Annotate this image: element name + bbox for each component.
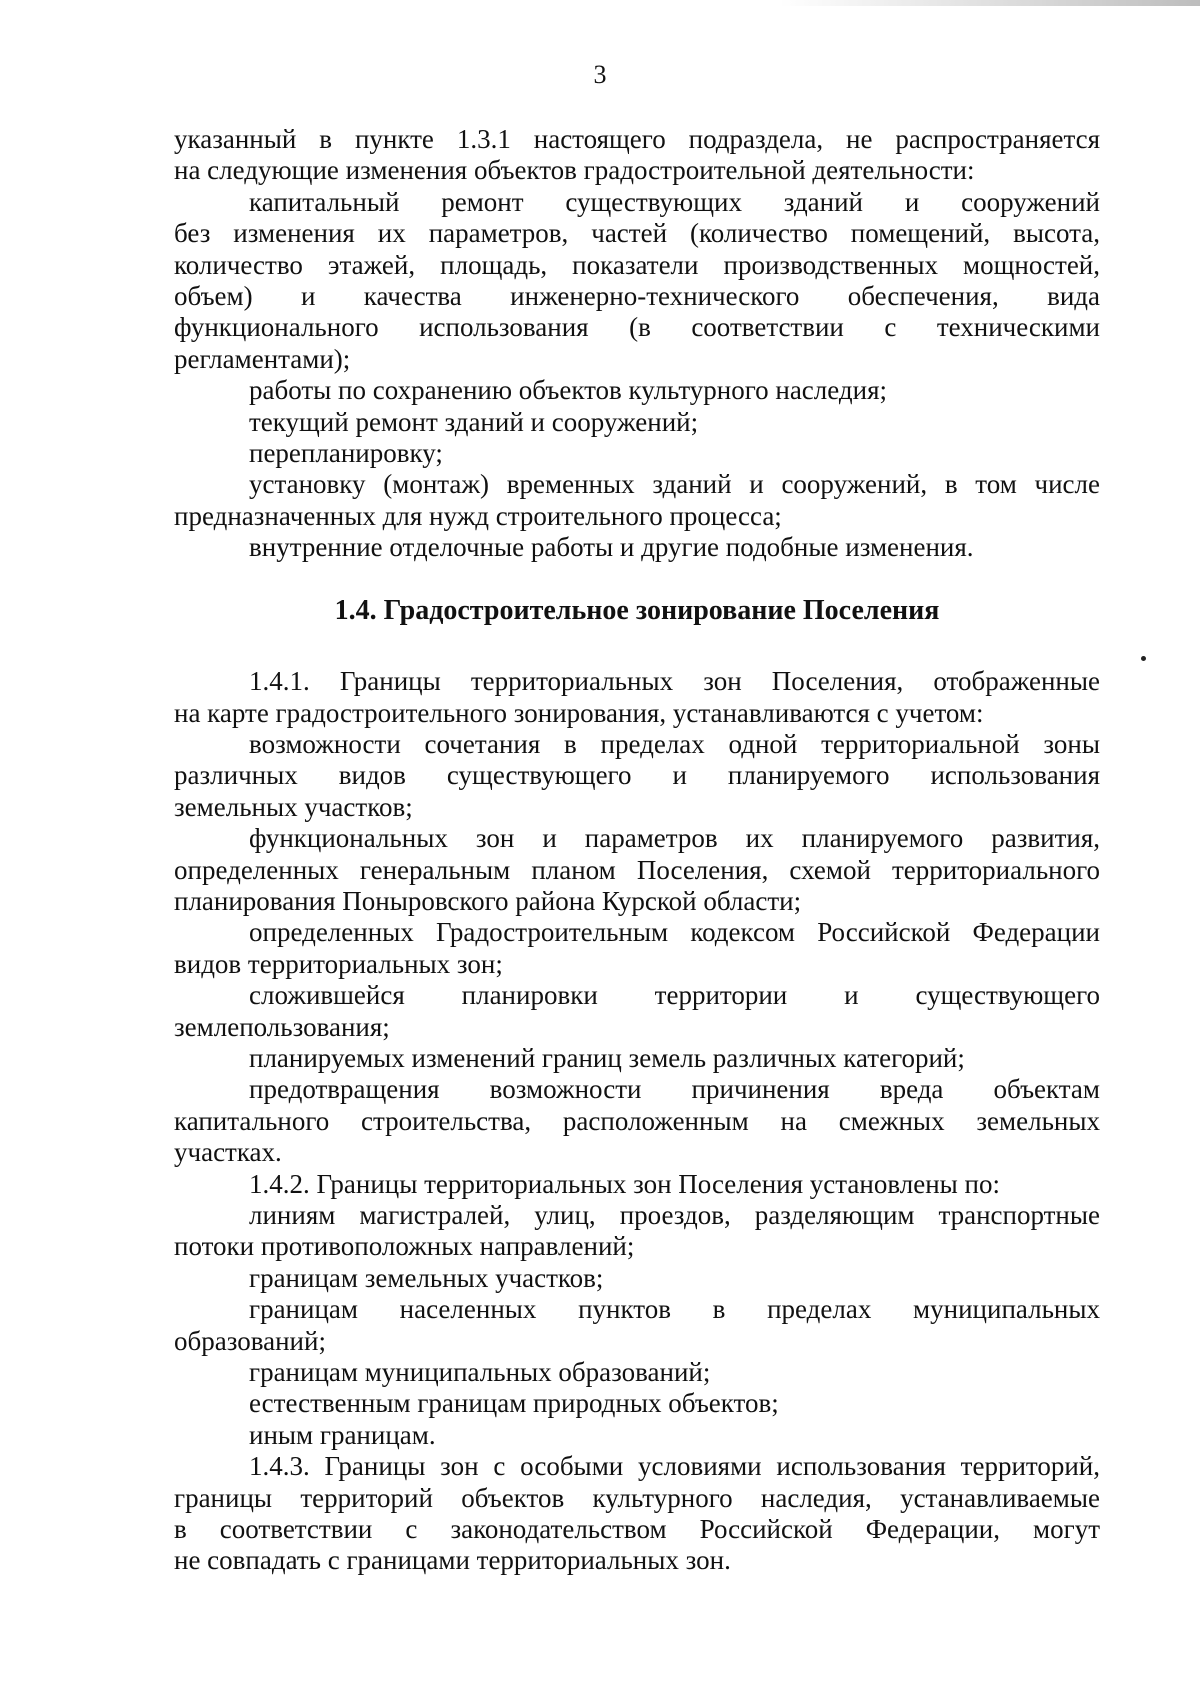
scan-edge-artifact [780,0,1200,6]
document-body [174,124,1100,1577]
text-line: объем) и качества инженерно-технического обеспечения, вида [174,281,1100,312]
list-item: линиям магистралей, улиц, проездов, разделяющим транспортные [249,1200,1100,1230]
text-line: потоки противоположных направлений; [174,1231,635,1262]
list-item: определенных Градостроительным кодексом Российской Федерации [249,917,1100,948]
section-heading: 1.4. Градостроительное зонирование Поселения [334,594,940,626]
scan-speck [1141,656,1146,661]
page-number: 3 [593,60,607,89]
list-item: границам муниципальных образований; [249,1357,711,1388]
text-line: указанный в пункте 1.3.1 настоящего подраздела, не распространяется [174,124,1100,154]
text-line: участках. [174,1137,282,1168]
text-line: видов территориальных зон; [174,948,503,979]
text-line: планирования Поныровского района Курской области; [174,885,802,916]
list-item: возможности сочетания в пределах одной территориальной зоны [249,728,1100,759]
list-item: работы по сохранению объектов культурного наследия; [249,375,887,406]
list-item: капитальный ремонт существующих зданий и сооружений [249,186,1100,217]
text-line: определенных генеральным планом Поселения, схемой территориального [174,854,1100,885]
list-item: перепланировку; [249,438,443,469]
text-line: капитального строительства, расположенным на смежных земельных [174,1105,1100,1136]
paragraph-start: 1.4.1. Границы территориальных зон Поселения, отображенные [249,666,1100,697]
list-item: внутренние отделочные работы и другие подобные изменения. [249,532,974,563]
text-line: границы территорий объектов культурного наследия, устанавливаемые [174,1482,1100,1513]
text-line: функционального использования (в соответствии с техническими [174,312,1100,343]
text-line: количество этажей, площадь, показатели производственных мощностей, [174,249,1100,280]
text-line: на карте градостроительного зонирования, устанавливаются с учетом: [174,697,984,728]
list-item: установку (монтаж) временных зданий и сооружений, в том числе [249,469,1100,500]
text-line: в соответствии с законодательством Российской Федерации, могут [174,1514,1100,1545]
text-line: на следующие изменения объектов градостроительной деятельности: [174,155,975,186]
list-item: границам населенных пунктов в пределах муниципальных [249,1294,1100,1325]
list-item: планируемых изменений границ земель различных категорий; [249,1042,965,1073]
text-line: без изменения их параметров, частей (количество помещений, высота, [174,218,1100,249]
list-item: естественным границам природных объектов; [249,1388,779,1419]
text-line: не совпадать с границами территориальных зон. [174,1545,731,1576]
text-line: образований; [174,1325,326,1356]
text-line: различных видов существующего и планируемого использования [174,760,1100,791]
paragraph-start: 1.4.2. Границы территориальных зон Поселения установлены по: [249,1168,1000,1199]
text-line: предназначенных для нужд строительного процесса; [174,500,782,531]
list-item: границам земельных участков; [249,1262,604,1293]
list-item: предотвращения возможности причинения вреда объектам [249,1074,1100,1105]
list-item: иным границам. [249,1419,436,1450]
text-line: землепользования; [174,1011,390,1042]
paragraph-start: 1.4.3. Границы зон с особыми условиями использования территорий, [249,1451,1100,1482]
list-item: текущий ремонт зданий и сооружений; [249,406,699,437]
text-line: регламентами); [174,343,351,374]
list-item: функциональных зон и параметров их планируемого развития, [249,823,1100,854]
list-item: сложившейся планировки территории и существующего [249,980,1100,1011]
text-line: земельных участков; [174,791,413,822]
